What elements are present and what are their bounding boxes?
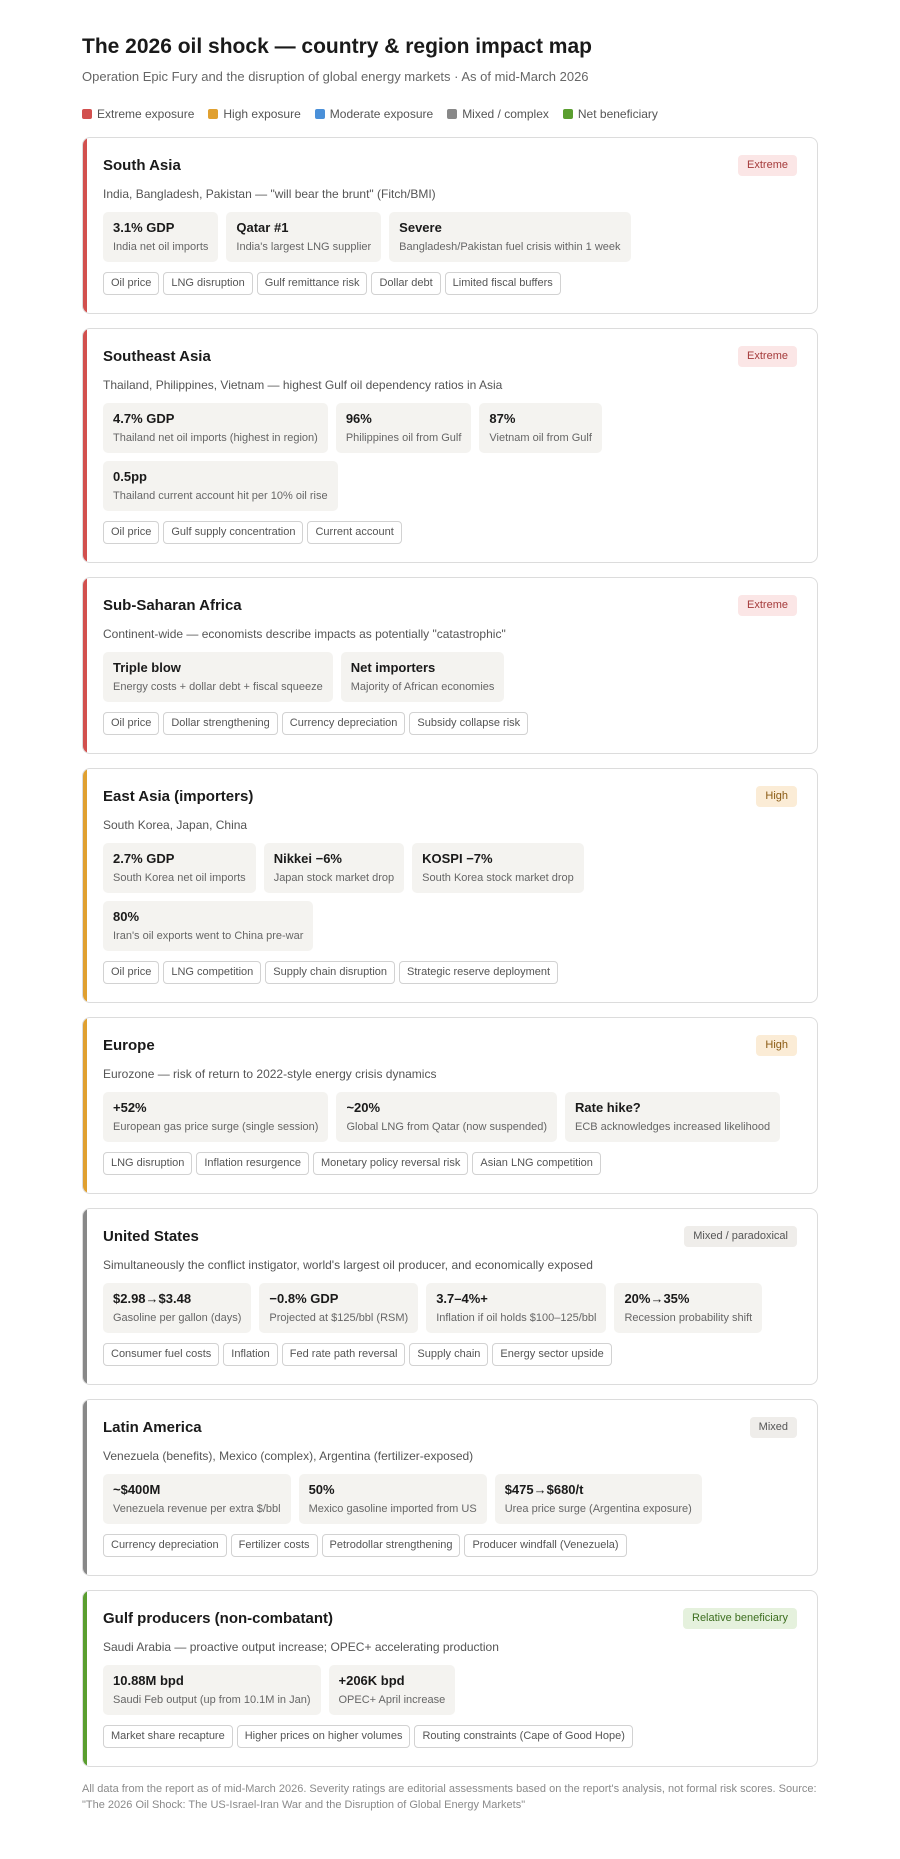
impact-tag: Supply chain disruption	[265, 961, 395, 984]
impact-tag: Gulf supply concentration	[163, 521, 303, 544]
region-title: South Asia	[103, 156, 181, 174]
stat-box	[103, 1474, 291, 1524]
impact-tag: Higher prices on higher volumes	[237, 1725, 411, 1748]
region-title: East Asia (importers)	[103, 787, 254, 805]
stat-box	[103, 1283, 251, 1333]
stat-label: Vietnam oil from Gulf	[489, 432, 592, 444]
stat-box	[103, 212, 218, 262]
legend-item	[82, 106, 194, 122]
region-card	[82, 1590, 818, 1767]
stat-value: 20%→35%	[624, 1291, 690, 1306]
impact-tag: Routing constraints (Cape of Good Hope)	[414, 1725, 632, 1748]
severity-badge: Mixed	[750, 1417, 797, 1438]
stat-label: Bangladesh/Pakistan fuel crisis within 1 week	[399, 241, 621, 253]
stat-box	[103, 1665, 321, 1715]
region-description: Venezuela (benefits), Mexico (complex), Argentina (fertilizer-exposed)	[103, 1449, 474, 1463]
tag-list	[103, 1152, 797, 1175]
region-title: Gulf producers (non-combatant)	[103, 1609, 333, 1627]
severity-badge: Relative beneficiary	[683, 1608, 797, 1629]
impact-tag: Currency depreciation	[103, 1534, 227, 1557]
stat-label: Iran's oil exports went to China pre-war	[113, 930, 304, 942]
stat-box	[614, 1283, 762, 1333]
severity-badge: Mixed / paradoxical	[684, 1226, 797, 1247]
tag-list	[103, 1725, 797, 1748]
stat-label: India's largest LNG supplier	[236, 241, 372, 253]
stat-box	[259, 1283, 418, 1333]
impact-tag: Petrodollar strengthening	[322, 1534, 461, 1557]
legend-swatch	[563, 109, 573, 119]
stat-box	[103, 901, 313, 951]
impact-tag: Inflation	[223, 1343, 278, 1366]
stat-value: 2.7% GDP	[113, 851, 175, 866]
stat-list	[103, 652, 797, 702]
legend-swatch	[208, 109, 218, 119]
stat-box	[341, 652, 505, 702]
page-title: The 2026 oil shock — country & region impact map	[82, 35, 592, 58]
stat-box	[389, 212, 630, 262]
card-header	[103, 1226, 797, 1247]
region-card	[82, 577, 818, 754]
impact-tag: Oil price	[103, 712, 159, 735]
severity-legend	[82, 106, 818, 122]
impact-tag: Inflation resurgence	[196, 1152, 309, 1175]
region-description: Continent-wide — economists describe impacts as potentially "catastrophic"	[103, 627, 506, 641]
impact-tag: Currency depreciation	[282, 712, 406, 735]
legend-label: Mixed / complex	[462, 107, 549, 121]
region-description: India, Bangladesh, Pakistan — "will bear the brunt" (Fitch/BMI)	[103, 187, 436, 201]
stat-label: Saudi Feb output (up from 10.1M in Jan)	[113, 1694, 311, 1706]
impact-tag: Monetary policy reversal risk	[313, 1152, 468, 1175]
severity-badge: Extreme	[738, 346, 797, 367]
region-title: United States	[103, 1227, 199, 1245]
region-card	[82, 1399, 818, 1576]
impact-tag: Consumer fuel costs	[103, 1343, 219, 1366]
legend-label: Net beneficiary	[577, 107, 658, 121]
impact-tag: Energy sector upside	[492, 1343, 611, 1366]
stat-value: +206K bpd	[338, 1673, 405, 1688]
region-card	[82, 137, 818, 314]
region-card	[82, 768, 818, 1003]
region-card	[82, 1017, 818, 1194]
stat-box	[565, 1092, 780, 1142]
impact-tag: Fertilizer costs	[231, 1534, 318, 1557]
stat-box	[426, 1283, 606, 1333]
stat-value: Net importers	[350, 660, 436, 675]
stat-box	[329, 1665, 456, 1715]
stat-label: Mexico gasoline imported from US	[308, 1503, 477, 1515]
stat-label: South Korea net oil imports	[113, 872, 246, 884]
page-subtitle: Operation Epic Fury and the disruption of global energy markets · As of mid-March 2026	[82, 69, 589, 84]
stat-box	[479, 403, 602, 453]
impact-tag: Producer windfall (Venezuela)	[464, 1534, 626, 1557]
stat-list	[103, 1092, 797, 1142]
impact-tag: Market share recapture	[103, 1725, 233, 1748]
legend-item	[208, 106, 300, 122]
legend-swatch	[315, 109, 325, 119]
stat-box	[264, 843, 404, 893]
stat-box	[103, 652, 333, 702]
stat-list	[103, 403, 797, 511]
impact-tag: Fed rate path reversal	[282, 1343, 406, 1366]
severity-badge: High	[756, 786, 797, 807]
impact-tag: LNG disruption	[103, 1152, 192, 1175]
region-card	[82, 1208, 818, 1385]
stat-value: −0.8% GDP	[269, 1291, 339, 1306]
impact-tag: Oil price	[103, 521, 159, 544]
stat-value: 87%	[489, 411, 516, 426]
legend-label: High exposure	[223, 107, 301, 121]
impact-tag: Dollar debt	[371, 272, 440, 295]
tag-list	[103, 961, 797, 984]
tag-list	[103, 272, 797, 295]
stat-list	[103, 1665, 797, 1715]
stat-box	[103, 461, 338, 511]
stat-value: 50%	[308, 1482, 335, 1497]
legend-label: Moderate exposure	[329, 107, 434, 121]
legend-swatch	[82, 109, 92, 119]
stat-list	[103, 1283, 797, 1333]
impact-tag: Strategic reserve deployment	[399, 961, 558, 984]
stat-value: 80%	[113, 909, 140, 924]
stat-label: OPEC+ April increase	[338, 1694, 446, 1706]
stat-label: Projected at $125/bbl (RSM)	[269, 1312, 409, 1324]
card-header	[103, 1035, 797, 1056]
legend-label: Extreme exposure	[97, 107, 195, 121]
stat-list	[103, 843, 797, 951]
stat-value: 3.7–4%+	[436, 1291, 488, 1306]
stat-value: Qatar #1	[236, 220, 289, 235]
stat-label: Energy costs + dollar debt + fiscal squeeze	[113, 681, 323, 693]
stat-value: ~20%	[346, 1100, 381, 1115]
stat-box	[103, 843, 256, 893]
stat-value: $475→$680/t	[504, 1482, 584, 1497]
region-title: Sub-Saharan Africa	[103, 596, 242, 614]
impact-tag: Gulf remittance risk	[257, 272, 368, 295]
impact-tag: Asian LNG competition	[472, 1152, 601, 1175]
region-title: Southeast Asia	[103, 347, 211, 365]
stat-label: Urea price surge (Argentina exposure)	[504, 1503, 692, 1515]
impact-tag: Supply chain	[409, 1343, 488, 1366]
stat-value: Triple blow	[113, 660, 181, 675]
region-description: Thailand, Philippines, Vietnam — highest Gulf oil dependency ratios in Asia	[103, 378, 503, 392]
stat-label: Thailand current account hit per 10% oil rise	[113, 490, 328, 502]
stat-value: 3.1% GDP	[113, 220, 175, 235]
stat-label: Inflation if oil holds $100–125/bbl	[436, 1312, 597, 1324]
stat-label: Global LNG from Qatar (now suspended)	[346, 1121, 547, 1133]
stat-label: South Korea stock market drop	[422, 872, 574, 884]
region-description: South Korea, Japan, China	[103, 818, 248, 832]
impact-tag: Oil price	[103, 961, 159, 984]
stat-label: Venezuela revenue per extra $/bbl	[113, 1503, 281, 1515]
stat-box	[336, 1092, 557, 1142]
stat-label: Thailand net oil imports (highest in region)	[113, 432, 318, 444]
card-header	[103, 786, 797, 807]
stat-value: 10.88M bpd	[113, 1673, 184, 1688]
tag-list	[103, 1343, 797, 1366]
region-title: Latin America	[103, 1418, 202, 1436]
stat-label: India net oil imports	[113, 241, 209, 253]
stat-value: ~$400M	[113, 1482, 161, 1497]
legend-item	[315, 106, 433, 122]
tag-list	[103, 712, 797, 735]
region-description: Simultaneously the conflict instigator, world's largest oil producer, and economically exposed	[103, 1258, 593, 1272]
card-header	[103, 1417, 797, 1438]
legend-swatch	[447, 109, 457, 119]
card-header	[103, 1608, 797, 1629]
severity-badge: High	[756, 1035, 797, 1056]
stat-value: Nikkei −6%	[273, 851, 342, 866]
stat-label: Recession probability shift	[624, 1312, 753, 1324]
impact-tag: LNG competition	[163, 961, 261, 984]
tag-list	[103, 1534, 797, 1557]
impact-tag: LNG disruption	[163, 272, 252, 295]
stat-label: Japan stock market drop	[273, 872, 395, 884]
stat-label: European gas price surge (single session)	[113, 1121, 319, 1133]
impact-tag: Current account	[307, 521, 401, 544]
stat-value: $2.98→$3.48	[113, 1291, 192, 1306]
stat-value: 0.5pp	[113, 469, 147, 484]
legend-item	[563, 106, 658, 122]
stat-value: Severe	[399, 220, 442, 235]
stat-value: KOSPI −7%	[422, 851, 493, 866]
stat-box	[336, 403, 472, 453]
card-header	[103, 155, 797, 176]
stat-label: Gasoline per gallon (days)	[113, 1312, 242, 1324]
stat-box	[103, 1092, 328, 1142]
impact-tag: Oil price	[103, 272, 159, 295]
impact-tag: Subsidy collapse risk	[409, 712, 528, 735]
stat-box	[103, 403, 328, 453]
stat-value: 4.7% GDP	[113, 411, 175, 426]
stat-list	[103, 1474, 797, 1524]
region-card	[82, 328, 818, 563]
stat-label: Philippines oil from Gulf	[345, 432, 462, 444]
footer-note: All data from the report as of mid-March 2026. Severity ratings are editorial assessments based on the report's analysis, not formal risk scores. Source: "The 2026 Oil Shock: The US-Israel-Iran War and the Disruption of Global Energy Markets"	[82, 1783, 817, 1811]
stat-label: ECB acknowledges increased likelihood	[575, 1121, 771, 1133]
stat-label: Majority of African economies	[350, 681, 495, 693]
stat-value: Rate hike?	[575, 1100, 641, 1115]
stat-list	[103, 212, 797, 262]
stat-box	[412, 843, 584, 893]
region-description: Saudi Arabia — proactive output increase; OPEC+ accelerating production	[103, 1640, 499, 1654]
stat-box	[495, 1474, 702, 1524]
stat-box	[226, 212, 381, 262]
region-description: Eurozone — risk of return to 2022-style energy crisis dynamics	[103, 1067, 437, 1081]
stat-value: 96%	[345, 411, 372, 426]
tag-list	[103, 521, 797, 544]
card-header	[103, 346, 797, 367]
legend-item	[447, 106, 549, 122]
region-card-list	[82, 137, 818, 1767]
region-title: Europe	[103, 1036, 155, 1054]
severity-badge: Extreme	[738, 595, 797, 616]
stat-box	[299, 1474, 487, 1524]
stat-value: +52%	[113, 1100, 147, 1115]
impact-tag: Dollar strengthening	[163, 712, 277, 735]
card-header	[103, 595, 797, 616]
impact-tag: Limited fiscal buffers	[445, 272, 561, 295]
severity-badge: Extreme	[738, 155, 797, 176]
